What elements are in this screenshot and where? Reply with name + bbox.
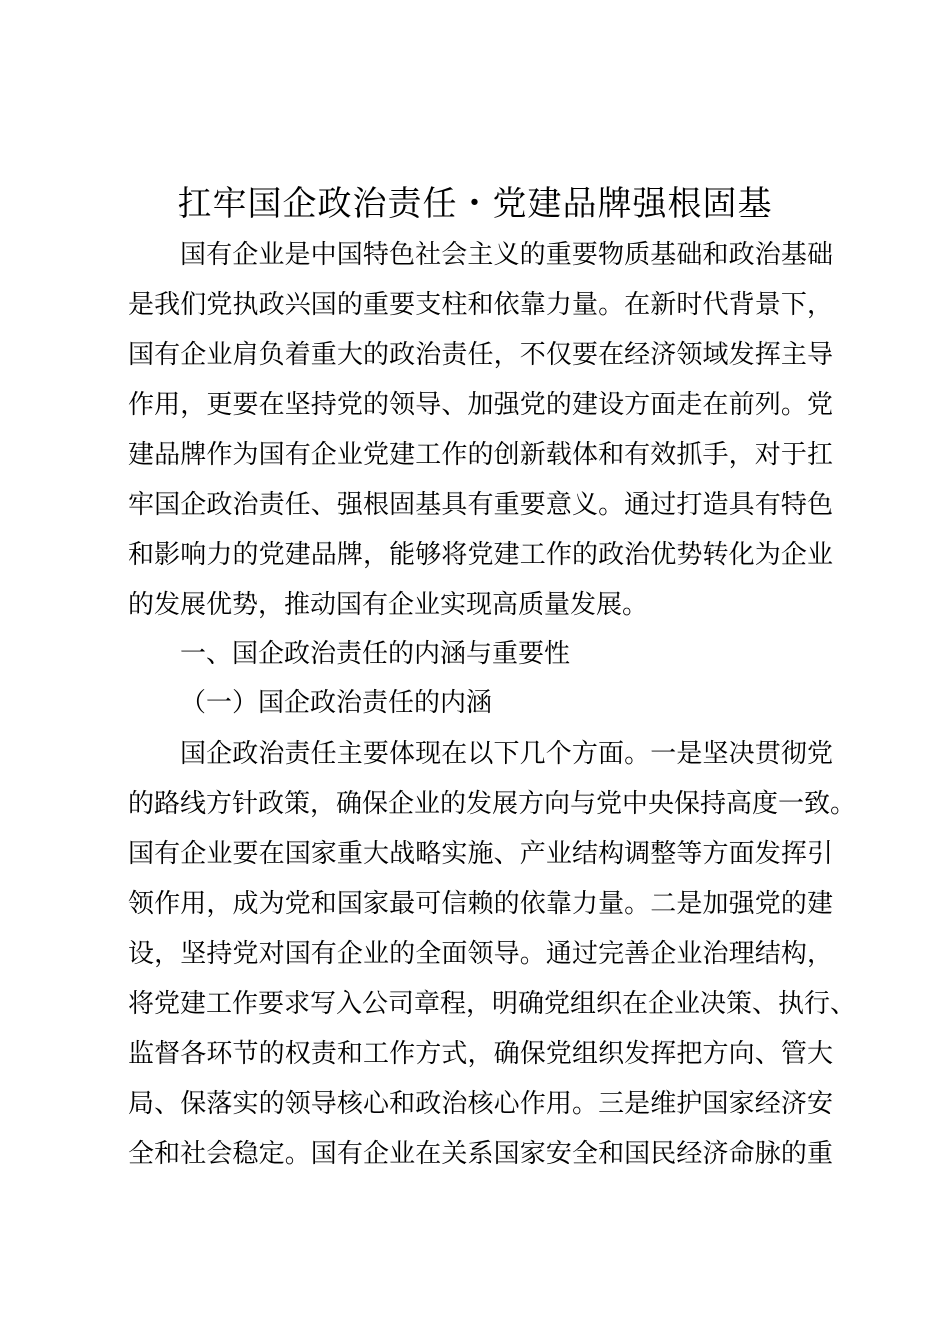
paragraph-line: 是我们党执政兴国的重要支柱和依靠力量。在新时代背景下， (128, 290, 833, 320)
content-paragraph (128, 729, 857, 1179)
paragraph-line: 国有企业要在国家重大战略实施、产业结构调整等方面发挥引 (128, 839, 833, 869)
paragraph-line: 将党建工作要求写入公司章程，明确党组织在企业决策、执行、 (128, 989, 857, 1019)
section-heading-text: 一、国企政治责任的内涵与重要性 (180, 639, 571, 669)
paragraph-line: 领作用，成为党和国家最可信赖的依靠力量。二是加强党的建 (128, 889, 833, 919)
paragraph-line: 全和社会稳定。国有企业在关系国家安全和国民经济命脉的重 (128, 1139, 833, 1169)
document-title: 扛牢国企政治责任・党建品牌强根固基 (177, 184, 773, 224)
paragraph-line: 和影响力的党建品牌，能够将党建工作的政治优势转化为企业 (128, 540, 833, 570)
paragraph-line: 国有企业是中国特色社会主义的重要物质基础和政治基础 (180, 240, 833, 270)
paragraph-line: 的发展优势，推动国有企业实现高质量发展。 (128, 590, 649, 620)
subsection-heading (128, 678, 833, 728)
paragraph-line: 作用，更要在坚持党的领导、加强党的建设方面走在前列。党 (128, 390, 833, 420)
paragraph-line: 牢国企政治责任、强根固基具有重要意义。通过打造具有特色 (128, 490, 833, 520)
paragraph-line: 国企政治责任主要体现在以下几个方面。一是坚决贯彻党 (180, 739, 833, 769)
subsection-heading-text: （一）国企政治责任的内涵 (180, 688, 493, 718)
section-heading (128, 629, 833, 679)
paragraph-line: 监督各环节的权责和工作方式，确保党组织发挥把方向、管大 (128, 1039, 833, 1069)
paragraph-line: 国有企业肩负着重大的政治责任，不仅要在经济领域发挥主导 (128, 340, 833, 370)
paragraph-line: 局、保落实的领导核心和政治核心作用。三是维护国家经济安 (128, 1089, 833, 1119)
paragraph-line: 建品牌作为国有企业党建工作的创新载体和有效抓手，对于扛 (128, 440, 833, 470)
paragraph-line: 的路线方针政策，确保企业的发展方向与党中央保持高度一致。 (128, 789, 857, 819)
intro-paragraph (128, 230, 833, 630)
paragraph-line: 设，坚持党对国有企业的全面领导。通过完善企业治理结构， (128, 939, 833, 969)
